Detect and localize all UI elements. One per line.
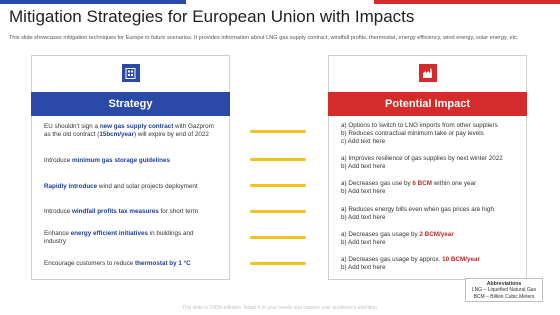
impact-item-2: a) Improves resilience of gas supplies by next winter 2022 b) Add text here <box>341 155 503 170</box>
strategy-item-3: Rapidly introduce wind and solar projects deployment <box>44 183 198 190</box>
top-accent-bar <box>0 0 560 5</box>
footer-note: This slide is 100% editable. Adapt it to your needs and capture your audience's attention. <box>181 305 379 311</box>
strategy-item-2: Introduce minimum gas storage guidelines <box>44 157 170 164</box>
connector-arrow-1 <box>250 130 306 133</box>
connector-arrow-6 <box>250 262 306 265</box>
connector-arrow-3 <box>250 184 306 187</box>
impact-item-6: a) Decreases gas usage by approx. 10 BCM/year b) Add text here <box>341 256 480 271</box>
page-title: Mitigation Strategies for European Union with Impacts <box>9 7 415 26</box>
abbreviation-lng: LNG – Liquefied Natural Gas <box>471 287 537 293</box>
strategy-heading: Strategy <box>31 92 230 116</box>
abbreviation-bcm: BCM – Billion Cubic Meters <box>473 293 535 300</box>
abbreviations-box <box>465 278 543 302</box>
impact-item-3: a) Decreases gas use by 6 BCM within one year b) Add text here <box>341 180 477 195</box>
strategy-item-4: Introduce windfall profits tax measures for short term <box>44 208 199 215</box>
page-subtitle: This slide showcases mitigation techniques for Europe in future scenarios. It provides information about LNG gas supply contract, windfall profits, thermostat, energy efficiency, wind energy, solar energy, etc. <box>9 35 519 41</box>
impact-item-1: a) Options to switch to LNG imports from other suppliers b) Reduces contractual minimum take or pay levels c) Add text here <box>341 122 498 145</box>
impact-item-5: a) Decreases gas usage by 2 BCM/year b) Add text here <box>341 231 454 246</box>
impact-item-4: a) Reduces energy bills even when gas prices are high b) Add text here <box>341 206 494 221</box>
accent-segment-white <box>186 0 374 4</box>
factory-icon <box>419 64 437 82</box>
impact-panel <box>328 55 527 280</box>
strategy-item-1: EU shouldn't sign a new gas supply contract with Gazprom as the old contract (15bcm/year) will expire by end of 2022 <box>44 123 214 138</box>
connector-arrow-5 <box>250 236 306 239</box>
connector-arrow-2 <box>250 158 306 161</box>
strategy-item-6: Encourage customers to reduce thermostat by 1 °C <box>44 260 191 267</box>
document-grid-icon <box>122 64 140 82</box>
strategy-item-5: Enhance energy efficient initiatives in buildings and industry <box>44 230 194 245</box>
connector-arrow-4 <box>250 210 306 213</box>
accent-segment-blue <box>0 0 186 4</box>
accent-segment-red <box>374 0 560 4</box>
abbreviations-heading: Abbreviations <box>486 281 522 287</box>
impact-heading: Potential Impact <box>328 92 527 116</box>
strategy-panel <box>31 55 230 280</box>
